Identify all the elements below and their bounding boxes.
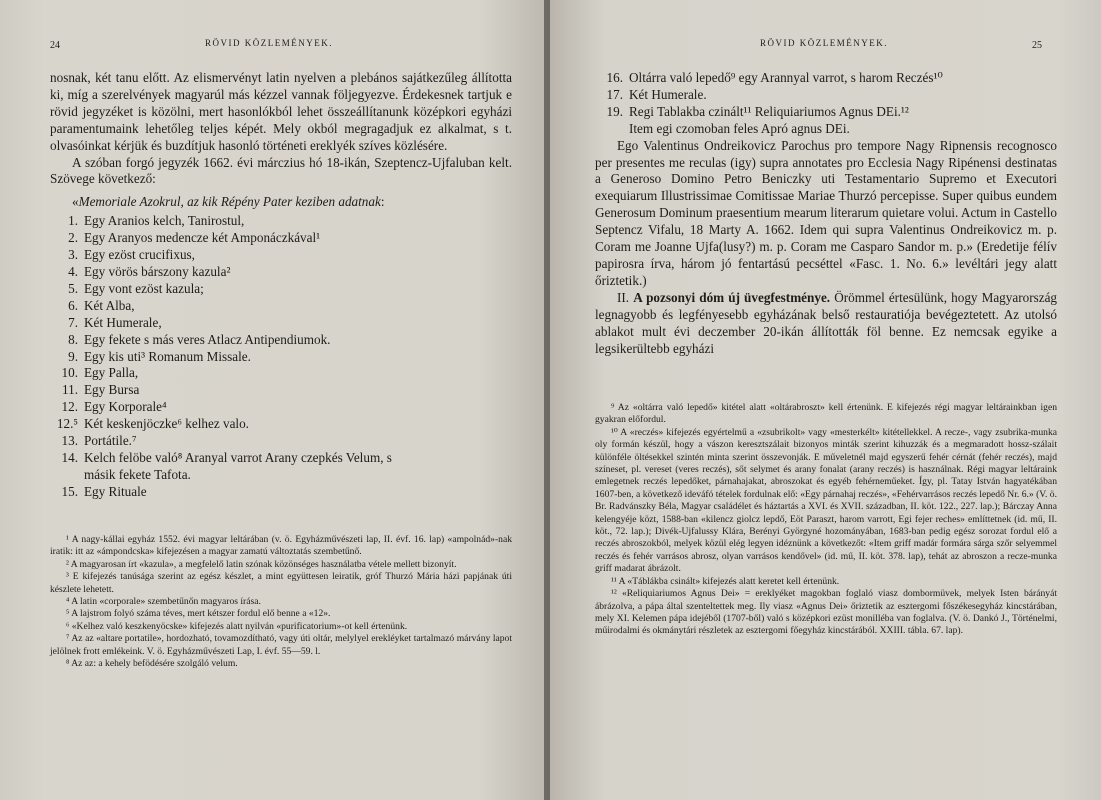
latin-receipt: Ego Valentinus Ondreikovicz Parochus pro tempore Nagy Ripnensis recognosco per presentes me reculas (igy) supra annotates pro Ecclesia Nagy Ripénensi destinatas a Generoso Domino Petro Beniczky uti Testamentario Supremo et Executori exequiarum Illustrissimae Comitissae Mariae Thurzó percepisse. Super quibus eundem Generosum Dominum praesentium mearum literarum quietare volui. Actum in Castello Septencz Vifalu, 18 Marty A. 1662. Idem qui supra Valentinus Ondreikovicz m. p. Coram me Joanne Ujfa(lusy?) m. p. Coram me Casparo Sandor m. p.» (Eredetije félív papirosra írva, három jó fentartású pecséttel «Fasc. 1. No. 6.» levéltári jegy alatt őriztetik.) — [595, 137, 1057, 288]
main-text — [595, 70, 1057, 357]
page-number: 24 — [50, 40, 60, 51]
list-item: 12. Egy Korporale⁴ — [61, 399, 167, 415]
main-text — [50, 70, 512, 501]
list-item: másik fekete Tafota. — [84, 466, 191, 482]
running-head: RÖVID KÖZLEMÉNYEK. — [205, 38, 333, 48]
footnote: ⁷ Az az «altare portatile», hordozható, tovamozdítható, vagy úti oltár, melylyel erekléyket tartalmazó márvány lapot jelölnek frott emlékeink. V. ö. Egyházművészeti Lap, I. évf. 55—59. l. — [50, 633, 512, 657]
footnote: ¹¹ A «Táblákba csinált» kifejezés alatt keretet kell értenünk. — [611, 575, 840, 587]
paragraph: A szóban forgó jegyzék 1662. évi márczius hó 18-ikán, Szeptencz-Ujfaluban kelt. Szövege következő: — [50, 154, 512, 187]
memoriale-heading: «Memoriale Azokrul, az kik Répény Pater keziben adatnak: — [72, 194, 385, 210]
list-item: 2. Egy Aranyos medencze két Amponáczkával¹ — [68, 230, 321, 246]
list-item: 7. Két Humerale, — [68, 314, 162, 330]
paragraph: nosnak, két tanu előtt. Az elismervényt latin nyelven a plebános sajátkezűleg állította ki, míg a szerelvények magyarúl más kézzel vannak följegyezve. Érdekesnek tartjuk e rövid jegyzéket is közölni, mert hasonlókból lehet összeállítanunk középkori egyházi paramentumaink lehetőleg teljes képét. Mely okból megragadjuk ez alkalmat, s t. olvasóinkat kérjük és buzdítjuk hasonló történeti ereklyék szíves közlésére. — [50, 70, 512, 153]
list-item: 9. Egy kis uti³ Romanum Missale. — [68, 348, 251, 364]
left-page — [0, 0, 544, 800]
footnote: ¹⁰ A «reczés» kifejezés egyértelmű a «zsubrikolt» vagy «mesterkélt» kitétellekkel. A recze-, vagy zsubrika-munka oly formán készül, hogy a vászon keresztszálait bizonyos minták szerint kihuzzák és a megmaradott hossz-szálait különféle öltésekkel szintén minta szerint összevonják. E műveletnél majd egyszerű fehér cérnát (fehér reczés), majd színeset, pl. vereset (veres reczés), sőt selymet és arany fonalat (arany reczés) is használnak. Régi magyar leltáraink emlegetnek reczés lepedőket, párnahajakat, abroszokat és egyéb fehérneműeket. Így, pl. Tatay István hagyatékában 1607-ben, a következő ideváfó tételek fordulnak elő: «Egy párnahaj reczés», «Fehérvarrásos reczés lepedő Nr. 6.» (V. ö. Br. Radvánszky Béla, Magyar családélet és háztartás a XVI. és XVII. században, II. köt. 122., 227. lap.); Bárczay Anna kelengyéje közt, 1588-ban «kilencz giolcz lepdő, Eöt Paraszt, harom varrott, Egi fejer reches» említtetnek (id. mű, II. köt., 72. lap.); Divék-Ujfalussy Klára, Berényi Györgyné hozományában, 1683-ban pedig egész sorozat fordul elő a reczés abroszokból, melyek közül elég legyen idéznünk a következőt: «Item griff madár formára sárga szőr selyemmel reczés és fehér varrásos abrosz, olyan varrásos kendővel» (id. mű, II. köt. 378. lap), tehát az abroszon a recze-munka griff madarat ábrázolt. — [595, 426, 1057, 575]
list-item: 13. Portátile.⁷ — [61, 433, 137, 449]
list-item: 16. Oltárra való lepedő⁹ egy Arannyal varrot, s harom Reczés¹⁰ — [606, 70, 943, 85]
footnote: ³ E kifejezés tanúsága szerint az egész készlet, a mint együttesen leiratik, gróf Thurzó Mária házi papjának úti készlete lehetett. — [50, 571, 512, 595]
list-item: 19. Regi Tablakba czinált¹¹ Reliquiariumos Agnus DEi.¹² — [606, 103, 909, 119]
footnotes — [595, 402, 1057, 638]
footnote: ² A magyarosan írt «kazula», a megfelelő latin szónak közönséges használatba vétele mellett bizonyít. — [66, 558, 457, 570]
list-item: 8. Egy fekete s más veres Atlacz Antipendiumok. — [68, 331, 331, 347]
list-item: 5. Egy vont ezöst kazula; — [68, 280, 204, 296]
footnotes — [50, 534, 512, 670]
footnote: ⁵ A lajstrom folyó száma téves, mert kétszer fordul elő benne a «12». — [66, 608, 331, 620]
list-item: 14. Kelch felöbe való⁸ Aranyal varrot Arany czepkés Velum, s — [61, 449, 392, 465]
list-item: 15. Egy Rituale — [61, 483, 147, 499]
footnote: ⁴ A latin «corporale» szembetűnőn magyaros írása. — [66, 596, 261, 608]
list-item: 6. Két Alba, — [68, 297, 135, 313]
list-item: 3. Egy ezöst crucifixus, — [68, 247, 195, 263]
list-item: 10. Egy Palla, — [61, 365, 139, 381]
running-head: RÖVID KÖZLEMÉNYEK. — [760, 38, 888, 48]
list-item: 12.⁵ Két keskenjöczke⁶ kelhez valo. — [56, 416, 249, 432]
footnote: ¹² «Reliquiariumos Agnus Dei» = ereklyéket magokban foglaló viasz dombormüvek, melyek Isten bárányát ábrázolva, a pápa által szenteltettek meg. Ily viasz «Agnus Dei» őriztetik az esztergomi főszékesegyház kincstárában, mely XI. Kelemen pápa idejéből (1707-ből) való s középkori ezüst monilléba van foglalva. (V. ö. Dankó J., Történelmi, műirodalmi és okmánytári részletek az esztergomi főegyház kincstárából. XXIII. tábla. 67. lap). — [595, 588, 1057, 637]
footnote: ⁹ Az «oltárra való lepedő» kitétel alatt «oltárabroszt» kell értenünk. E kifejezés régi magyar leltárainkban igen gyakran előfordul. — [595, 402, 1057, 426]
right-page — [550, 0, 1101, 800]
footnote: ¹ A nagy-kállai egyház 1552. évi magyar leltárában (v. ö. Egyházművészeti lap, II. évf. 16. lap) «ampolnád»-nak iratik: itt az «ámpondcska» kifejezésen a magyar zamatú változtatás szembetűnő. — [50, 534, 512, 558]
list-item: 4. Egy vörös bárszony kazula² — [68, 263, 231, 279]
list-item: 11. Egy Bursa — [62, 382, 140, 398]
list-item: 1. Egy Aranios kelch, Tanirostul, — [68, 213, 245, 229]
list-item-continuation: Item egi czomoban feles Apró agnus DEi. — [629, 120, 850, 136]
section-title: A pozsonyi dóm új üvegfestménye. — [633, 289, 831, 305]
list-item: 17. Két Humerale. — [606, 86, 707, 102]
footnote: ⁸ Az az: a kehely befödésére szolgáló velum. — [66, 658, 238, 670]
footnote: ⁶ «Kelhez való keszkenyöcske» kifejezés alatt nyilván «purificatorium»-ot kell értenünk. — [66, 620, 408, 632]
section-paragraph: II. A pozsonyi dóm új üvegfestménye. Örömmel értesülünk, hogy Magyarország legnagyobb és legfényesebb egyházának belső restauratiója bevégeztetett. Az utolsó ablakot mult évi deczember 20-ikán állították föl benne. Ez nemcsak egyike a legsikerültebb egyházi — [595, 289, 1058, 356]
page-number: 25 — [1032, 40, 1042, 51]
